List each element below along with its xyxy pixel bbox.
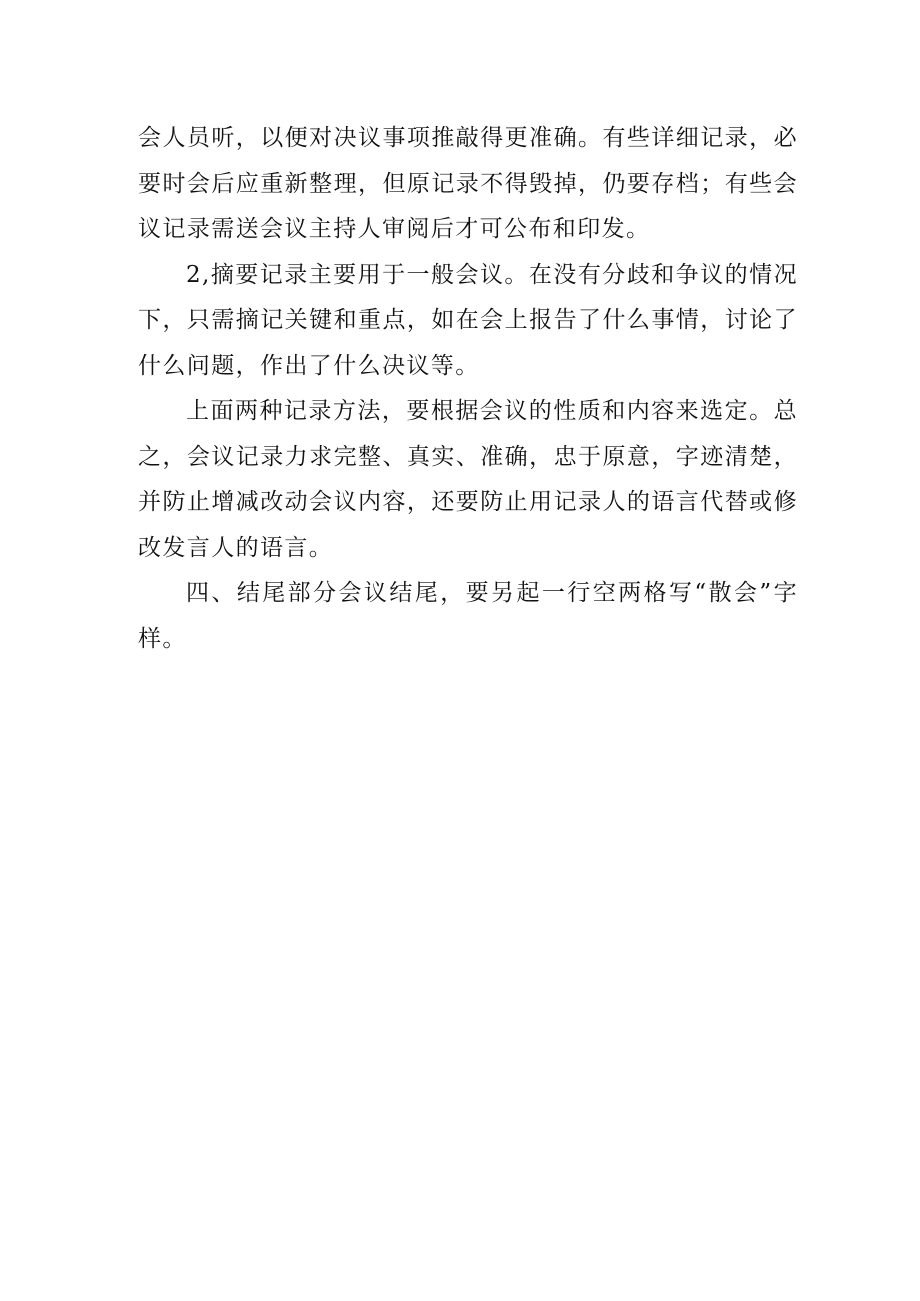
document-body xyxy=(138,116,798,662)
paragraph-recording-methods: 上面两种记录方法，要根据会议的性质和内容来选定。总之，会议记录力求完整、真实、准确，忠于原意，字迹清楚，并防止增减改动会议内容，还要防止用记录人的语言代替或修改发言人的语言。 xyxy=(138,398,798,561)
paragraph-ending-section: 四、结尾部分会议结尾，要另起一行空两格写“散会”字样。 xyxy=(138,580,798,652)
paragraph-summary-record: 2,摘要记录主要用于一般会议。在没有分歧和争议的情况下，只需摘记关键和重点，如在会上报告了什么事情，讨论了什么问题，作出了什么决议等。 xyxy=(138,261,798,379)
paragraph-continuation: 会人员听，以便对决议事项推敲得更准确。有些详细记录，必要时会后应重新整理，但原记录不得毁掉，仍要存档；有些会议记录需送会议主持人审阅后才可公布和印发。 xyxy=(138,125,798,242)
